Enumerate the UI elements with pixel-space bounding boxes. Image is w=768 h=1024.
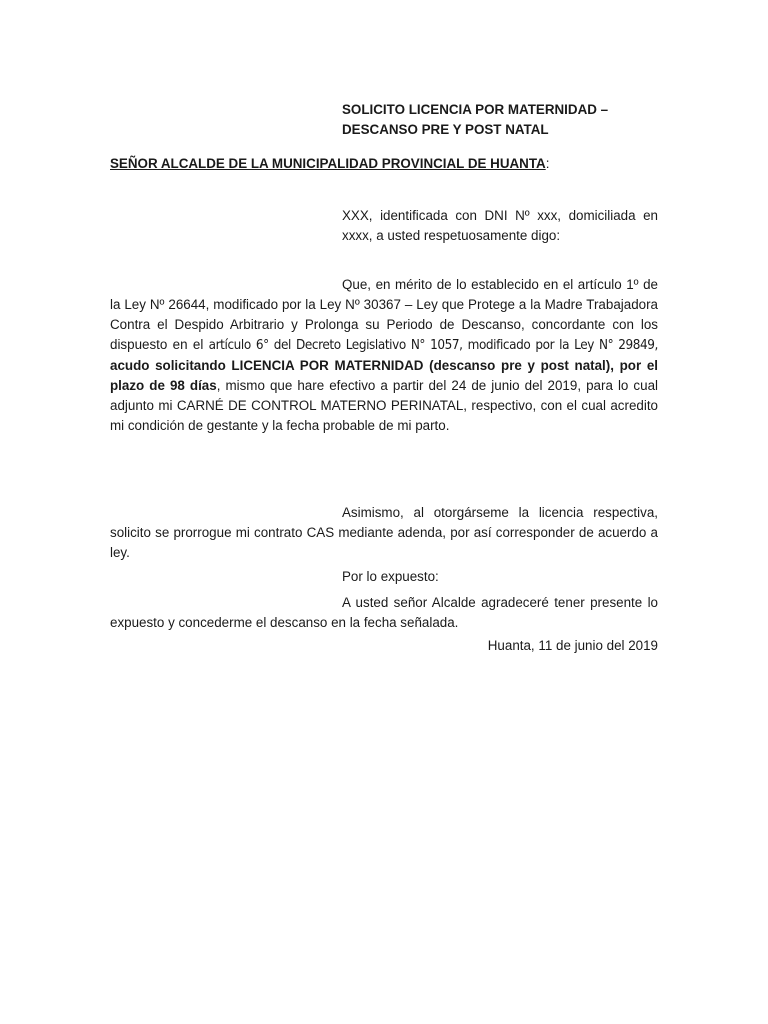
main-text-legal-reference: artículo 6° del Decreto Legislativo N° 1057, modificado por la Ley N° 29849, (208, 338, 658, 353)
main-paragraph (110, 275, 658, 436)
por-lo-expuesto: Por lo expuesto: (342, 569, 439, 584)
subject-line-2: DESCANSO PRE Y POST NATAL (342, 122, 549, 137)
addressee-name: SEÑOR ALCALDE DE LA MUNICIPALIDAD PROVINCIAL DE HUANTA (110, 156, 546, 171)
addressee-line (110, 154, 670, 174)
main-text-2: , mismo que hare efectivo a partir del 24 de junio del 2019, para lo cual adjunto mi CARNÉ DE CONTROL MATERNO PERINATAL, respectivo, con el cual acredito mi condición de gestante y la fecha probable de mi parto. (110, 378, 658, 433)
main-text-request: acudo solicitando LICENCIA POR MATERNIDAD (descanso pre y post natal), por el plazo de 98 días (110, 358, 658, 393)
subject-heading (342, 100, 662, 140)
extension-paragraph: Asimismo, al otorgárseme la licencia respectiva, solicito se prorrogue mi contrato CAS mediante adenda, por así corresponder de acuerdo a ley. (110, 505, 658, 560)
addressee-colon: : (545, 156, 550, 171)
subject-line-1: SOLICITO LICENCIA POR MATERNIDAD – (342, 102, 609, 117)
intro-paragraph: XXX, identificada con DNI Nº xxx, domiciliada en xxxx, a usted respetuosamente digo: (342, 208, 658, 243)
main-text-1: Que, en mérito de lo establecido en el artículo 1º de la Ley Nº 26644, modificado por la Ley Nº 30367 – Ley que Protege a la Madre Trabajadora Contra el Despido Arbitrario y Prolonga su Periodo de Descanso, concordante con los dispuesto en el (110, 277, 658, 352)
place-date: Huanta, 11 de junio del 2019 (487, 638, 658, 653)
closing-paragraph: A usted señor Alcalde agradeceré tener presente lo expuesto y concederme el descanso en la fecha señalada. (110, 595, 658, 630)
